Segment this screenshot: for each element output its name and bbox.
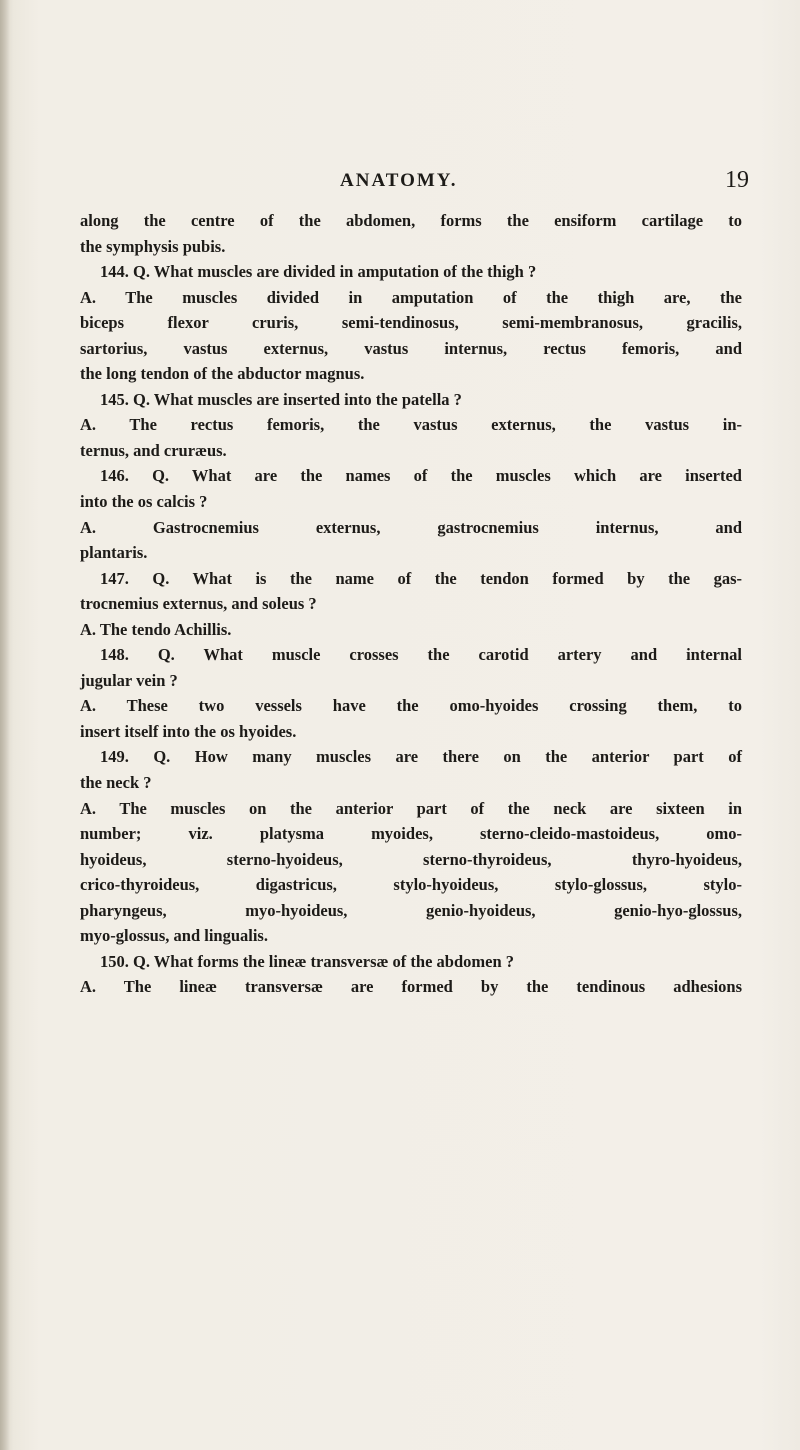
text-line: pharyngeus, myo-hyoideus, genio-hyoideus, genio-hyo-glossus, [80, 900, 742, 920]
running-head [0, 167, 800, 200]
text-line: 150. Q. What forms the lineæ transversæ of the abdomen ? [100, 951, 515, 971]
text-line: along the centre of the abdomen, forms the ensiform cartilage to [80, 211, 742, 230]
page-number: 19 [725, 167, 749, 193]
text-line: A. The muscles divided in amputation of the thigh are, the [80, 287, 742, 307]
text-line: sartorius, vastus externus, vastus internus, rectus femoris, and [80, 338, 742, 358]
text-line: A. The rectus femoris, the vastus externus, the vastus in- [80, 415, 742, 435]
text-line: 147. Q. What is the name of the tendon formed by the gas- [100, 568, 742, 588]
text-line: the long tendon of the abductor magnus. [80, 364, 365, 384]
text-line: ternus, and cruræus. [80, 440, 227, 460]
text-line: 144. Q. What muscles are divided in amputation of the thigh ? [100, 262, 537, 282]
text-line: 145. Q. What muscles are inserted into the patella ? [100, 389, 462, 409]
text-line: plantaris. [80, 543, 148, 563]
text-line: A. The muscles on the anterior part of the neck are sixteen in [80, 798, 742, 818]
text-line: A. The tendo Achillis. [80, 619, 232, 639]
text-line: trocnemius externus, and soleus ? [80, 594, 317, 614]
text-line: 149. Q. How many muscles are there on the anterior part of [100, 747, 742, 767]
text-line: A. Gastrocnemius externus, gastrocnemius internus, and [80, 517, 742, 537]
running-title: ANATOMY. [340, 170, 458, 191]
text-line: number; viz. platysma myoides, sterno-cleido-mastoideus, omo- [80, 824, 742, 844]
text-line: A. The lineæ transversæ are formed by the tendinous adhesions [80, 977, 742, 997]
text-line: insert itself into the os hyoides. [80, 721, 297, 741]
text-line: crico-thyroideus, digastricus, stylo-hyoideus, stylo-glossus, stylo- [80, 875, 742, 895]
text-line: biceps flexor cruris, semi-tendinosus, semi-membranosus, gracilis, [80, 313, 742, 333]
text-line: jugular vein ? [80, 670, 178, 690]
spine-shadow [0, 0, 10, 1450]
text-line: the symphysis pubis. [80, 236, 226, 256]
text-line: 148. Q. What muscle crosses the carotid artery and internal [100, 645, 742, 665]
text-line: hyoideus, sterno-hyoideus, sterno-thyroideus, thyro-hyoideus, [80, 849, 742, 869]
text-line: myo-glossus, and lingualis. [80, 926, 268, 946]
text-line: into the os calcis ? [80, 492, 208, 512]
text-line: the neck ? [80, 773, 152, 793]
text-line: 146. Q. What are the names of the muscles which are inserted [100, 466, 742, 486]
text-line: A. These two vessels have the omo-hyoides crossing them, to [80, 696, 742, 716]
body-text [80, 208, 742, 1000]
